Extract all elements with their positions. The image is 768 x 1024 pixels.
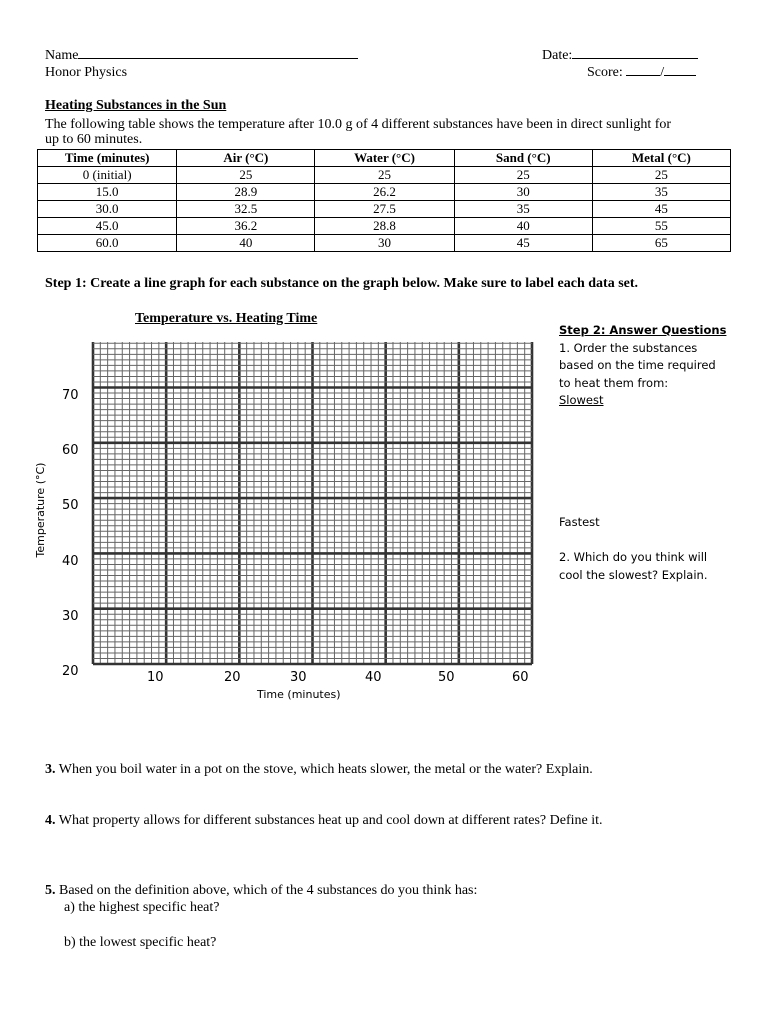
course-name: Honor Physics	[45, 65, 128, 80]
q2-block	[559, 549, 729, 584]
table-header-cell: Water (°C)	[315, 150, 454, 167]
q2-line: cool the slowest? Explain.	[559, 567, 708, 582]
table-cell: 35	[454, 201, 592, 218]
question-number: 5.	[45, 883, 56, 898]
table-cell: 27.5	[315, 201, 454, 218]
step2-heading: Step 2: Answer Questions	[559, 323, 727, 337]
table-cell: 30	[454, 184, 592, 201]
table-cell: 25	[315, 167, 454, 184]
x-tick-label: 10	[147, 670, 164, 685]
graph-title: Temperature vs. Heating Time	[135, 311, 318, 326]
question-number: 3.	[45, 762, 56, 777]
table-cell: 25	[592, 167, 730, 184]
intro-line-1: The following table shows the temperature after 10.0 g of 4 different substances have been in direct sunlight for	[45, 117, 672, 132]
score-label: Score:	[587, 65, 623, 80]
step1-instruction: Step 1: Create a line graph for each substance on the graph below. Make sure to label each data set.	[45, 276, 639, 291]
table-cell: 28.9	[177, 184, 315, 201]
question-3	[45, 761, 593, 778]
x-tick-label: 60	[512, 670, 529, 685]
table-header-cell: Time (minutes)	[38, 150, 177, 167]
name-label: Name	[45, 48, 79, 63]
table-cell: 0 (initial)	[38, 167, 177, 184]
date-label: Date:	[542, 48, 573, 63]
table-header-cell: Sand (°C)	[454, 150, 592, 167]
table-cell: 40	[454, 218, 592, 235]
x-tick-label: 30	[290, 670, 307, 685]
q1-line: 1. Order the substances	[559, 340, 698, 355]
x-axis-label: Time (minutes)	[257, 688, 341, 701]
table-cell: 60.0	[38, 235, 177, 252]
table-cell: 28.8	[315, 218, 454, 235]
table-cell: 36.2	[177, 218, 315, 235]
score-separator: /	[660, 65, 665, 80]
y-tick-label: 70	[62, 388, 79, 403]
y-tick-label: 40	[62, 554, 79, 569]
table-cell: 45.0	[38, 218, 177, 235]
question-5	[45, 882, 477, 899]
section-title: Heating Substances in the Sun	[45, 98, 227, 113]
y-tick-label: 50	[62, 498, 79, 513]
x-tick-label: 50	[438, 670, 455, 685]
table-cell: 32.5	[177, 201, 315, 218]
fastest-label: Fastest	[559, 515, 600, 529]
table-header-cell: Air (°C)	[177, 150, 315, 167]
slowest-label: Slowest	[559, 393, 604, 407]
question-4	[45, 812, 602, 829]
table-cell: 45	[592, 201, 730, 218]
question-5b: b) the lowest specific heat?	[64, 935, 217, 950]
y-tick-label: 30	[62, 609, 79, 624]
table-cell: 26.2	[315, 184, 454, 201]
table-cell: 35	[592, 184, 730, 201]
y-tick-label: 60	[62, 443, 79, 458]
table-cell: 65	[592, 235, 730, 252]
y-tick-label: 20	[62, 664, 79, 679]
question-text: Based on the definition above, which of the 4 substances do you think has:	[55, 883, 478, 898]
table-cell: 40	[177, 235, 315, 252]
question-5a: a) the highest specific heat?	[64, 900, 220, 915]
table-header-cell: Metal (°C)	[592, 150, 730, 167]
table-cell: 45	[454, 235, 592, 252]
table-cell: 25	[177, 167, 315, 184]
x-tick-label: 40	[365, 670, 382, 685]
table-cell: 55	[592, 218, 730, 235]
question-number: 4.	[45, 813, 56, 828]
intro-line-2: up to 60 minutes.	[45, 132, 143, 147]
step2-panel	[559, 322, 729, 410]
q1-line: based on the time required	[559, 358, 716, 372]
question-text: When you boil water in a pot on the stove, which heats slower, the metal or the water? Explain.	[55, 762, 593, 777]
table-cell: 15.0	[38, 184, 177, 201]
table-cell: 30	[315, 235, 454, 252]
x-tick-label: 20	[224, 670, 241, 685]
table-cell: 30.0	[38, 201, 177, 218]
q2-line: 2. Which do you think will	[559, 550, 708, 564]
question-text: What property allows for different substances heat up and cool down at different rates? Define it.	[55, 813, 603, 828]
table-cell: 25	[454, 167, 592, 184]
y-axis-label: Temperature (°C)	[34, 462, 47, 558]
q1-line: to heat them from:	[559, 375, 669, 390]
